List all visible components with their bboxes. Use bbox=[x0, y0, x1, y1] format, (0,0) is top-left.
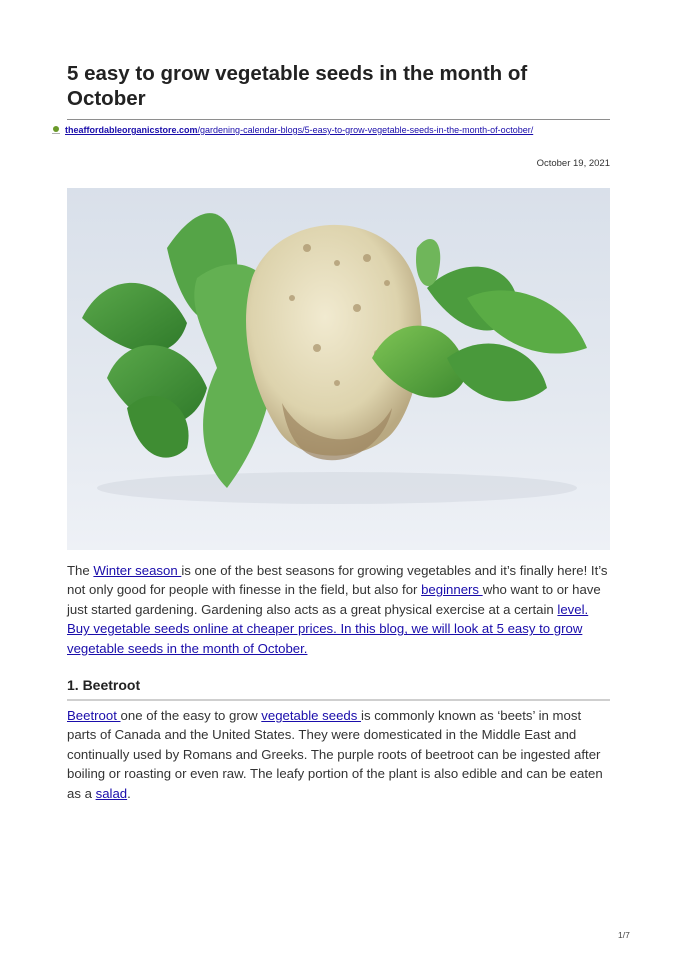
hero-image bbox=[67, 188, 610, 550]
salad-link[interactable]: salad bbox=[95, 785, 128, 801]
celeriac-with-greens-illustration bbox=[67, 188, 610, 550]
section-heading-beetroot: 1. Beetroot bbox=[67, 677, 141, 693]
winter-season-link[interactable]: Winter season bbox=[93, 563, 182, 578]
buy-seeds-link[interactable]: level. Buy vegetable seeds online at cheaper prices. In this blog, we will look at 5 easy to grow vegetable seeds in the month of October. bbox=[67, 601, 589, 656]
intro-paragraph: The Winter season is one of the best seasons for growing vegetables and it’s finally here! It’s not only good for people with finesse in the field, but also for beginners who want to or have just started gardening. Gardening also acts as a great physical exercise at a certain level. Buy vegetable seeds online at cheaper prices. In this blog, we will look at 5 easy to grow vegetable seeds in the month of October. bbox=[67, 563, 608, 656]
source-link[interactable]: theaffordableorganicstore.com/gardening-calendar-blogs/5-easy-to-grow-vegetable-seeds-in-the-month-of-october/ bbox=[65, 125, 534, 135]
leaf-favicon-icon bbox=[52, 126, 60, 134]
page-number: 1/7 bbox=[618, 930, 630, 940]
beginners-link[interactable]: beginners bbox=[421, 582, 483, 598]
source-url bbox=[52, 123, 612, 137]
vegetable-seeds-link[interactable]: vegetable seeds bbox=[261, 708, 362, 723]
section-divider bbox=[67, 699, 610, 701]
publish-date: October 19, 2021 bbox=[536, 158, 610, 169]
page-title: 5 easy to grow vegetable seeds in the month of October bbox=[67, 62, 528, 110]
beetroot-link[interactable]: Beetroot bbox=[67, 708, 121, 723]
title-divider bbox=[67, 119, 610, 120]
beetroot-paragraph: Beetroot one of the easy to grow vegetable seeds is commonly known as ‘beets’ in most parts of Canada and the United States. They were domesticated in the Middle East and continually used by Romans and Greeks. The purple roots of beetroot can be ingested after boiling or roasting or even raw. The leafy portion of the plant is also edible and can be eaten as a salad. bbox=[67, 708, 603, 801]
